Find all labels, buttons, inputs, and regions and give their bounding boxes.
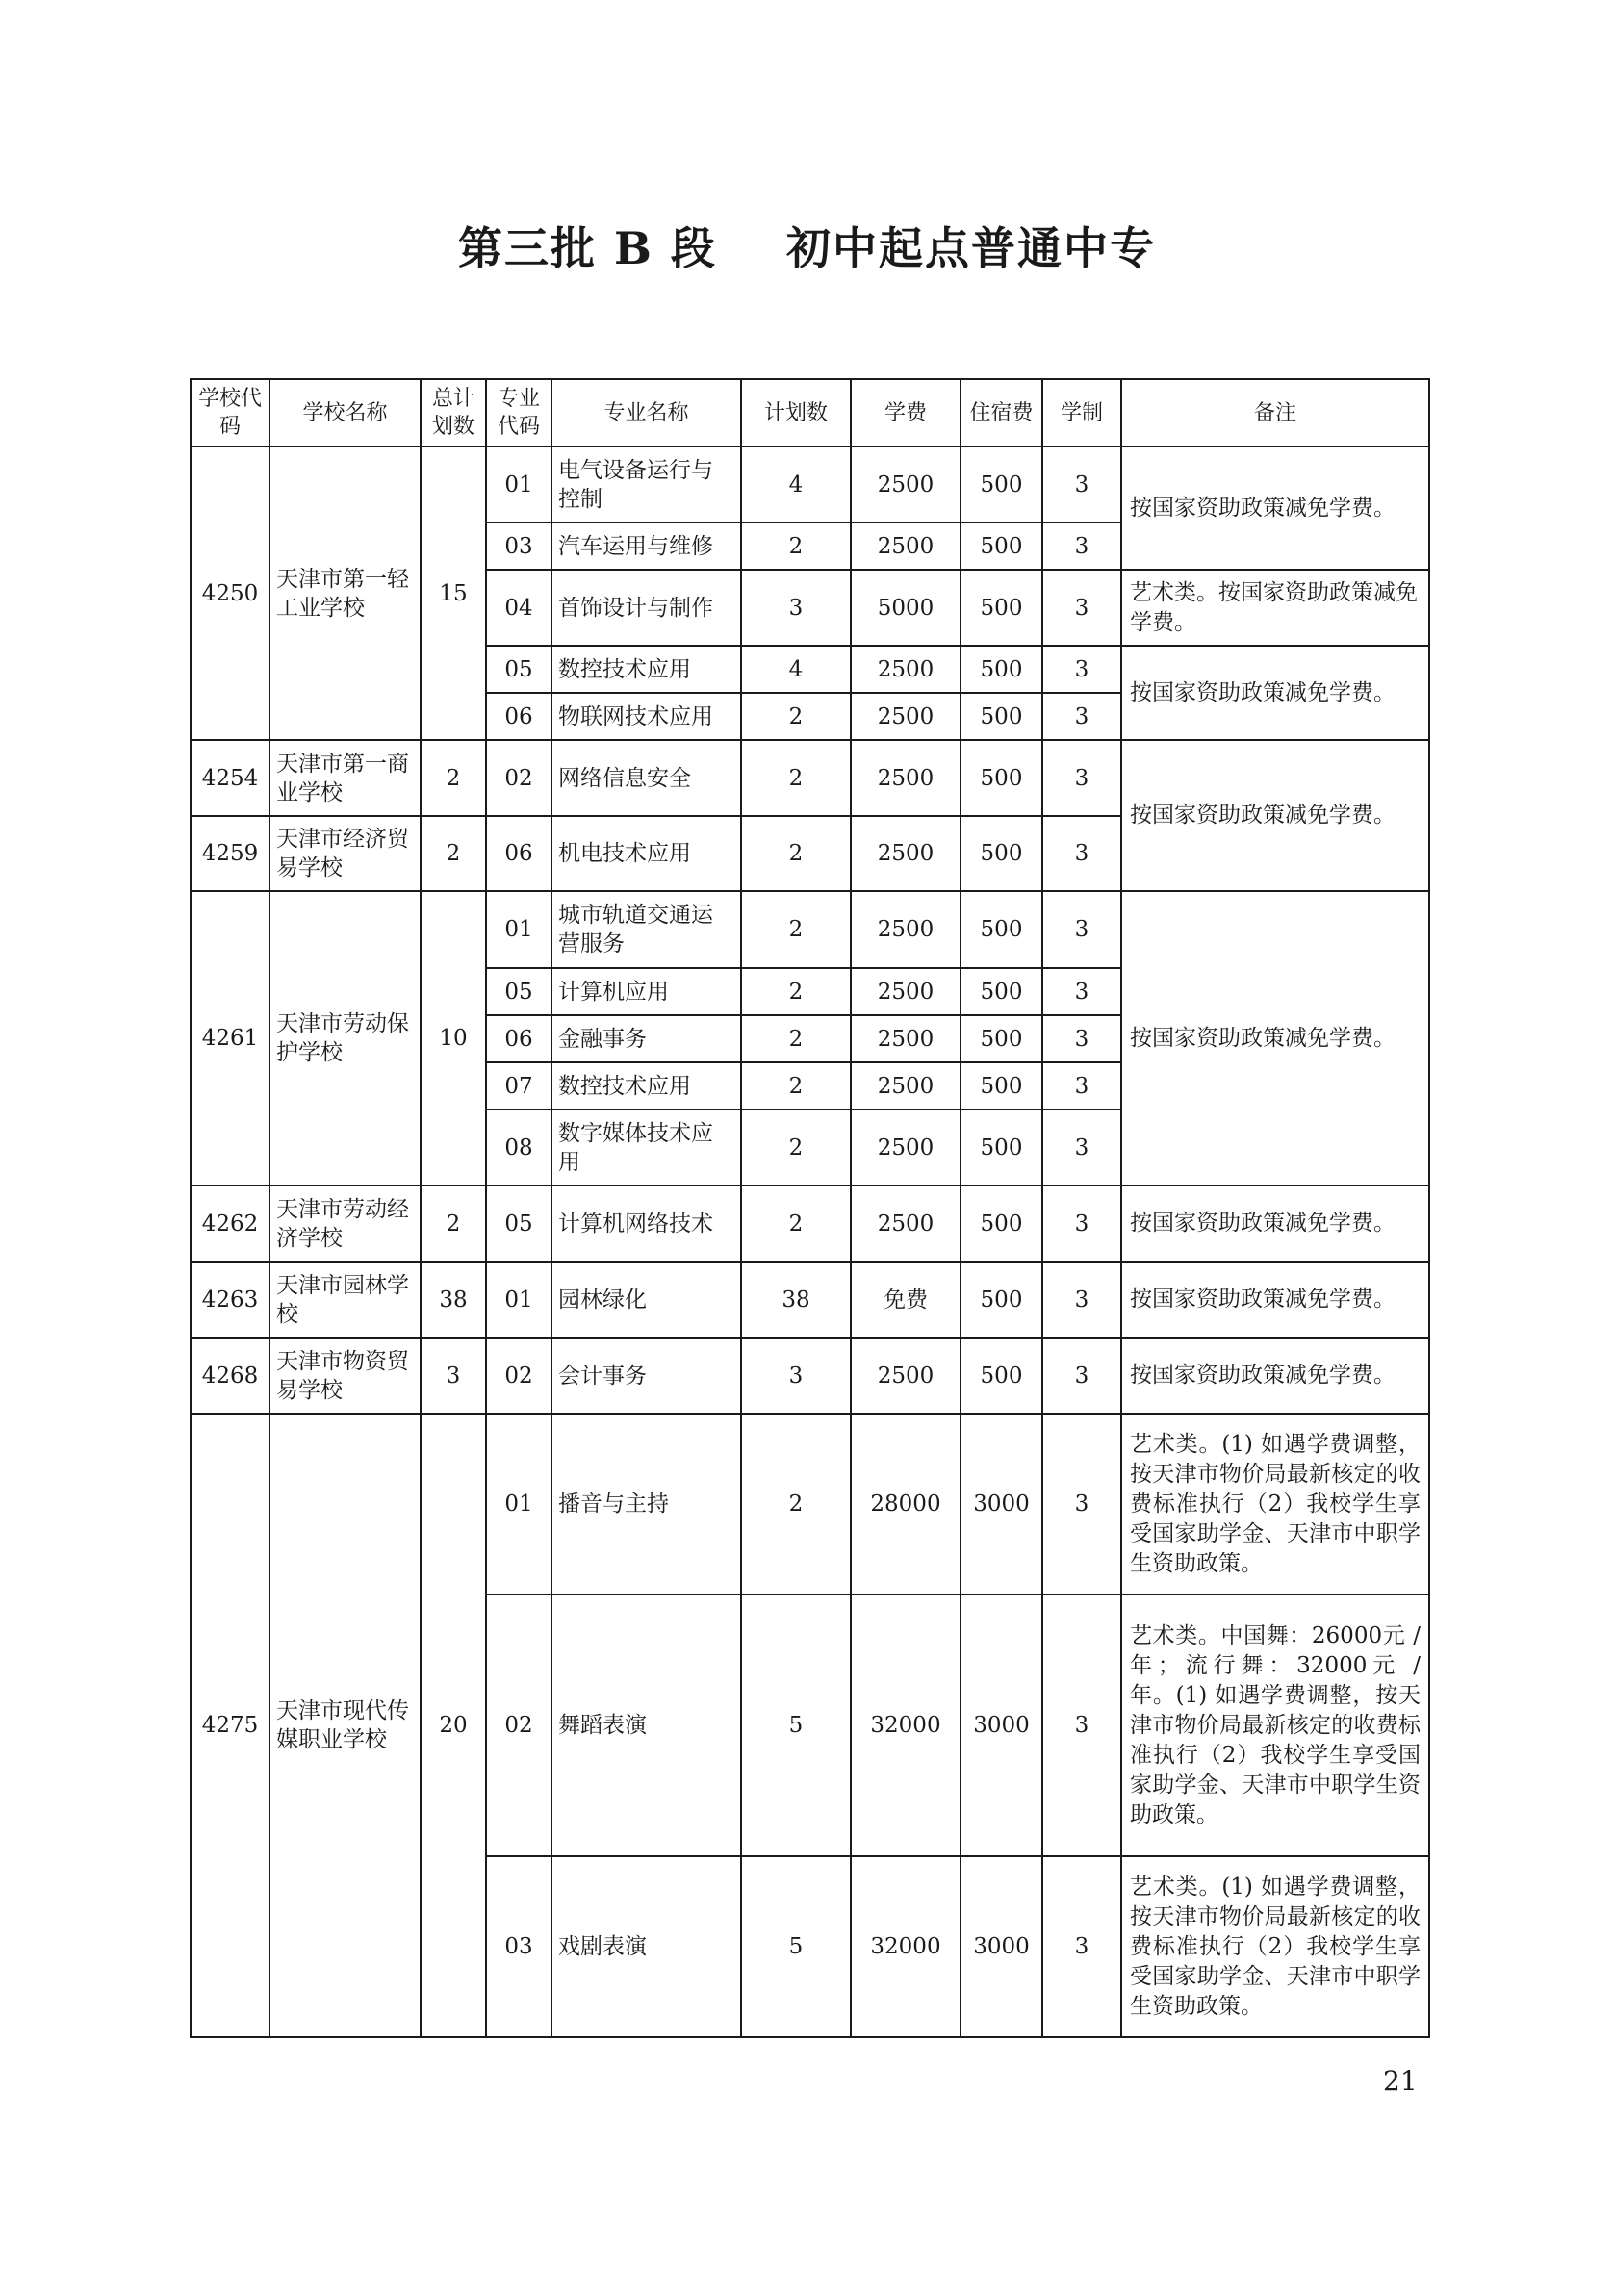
remark: 按国家资助政策减免学费。: [1121, 1262, 1429, 1338]
major-name: 戏剧表演: [551, 1856, 741, 2037]
dorm-fee: 500: [961, 1110, 1042, 1186]
major-name: 电气设备运行与控制: [551, 446, 741, 523]
plan-count: 2: [741, 523, 851, 570]
major-code: 02: [486, 1338, 551, 1414]
remark: 按国家资助政策减免学费。: [1121, 740, 1429, 891]
school-code: 4250: [191, 446, 269, 740]
school-code: 4268: [191, 1338, 269, 1414]
remark: 按国家资助政策减免学费。: [1121, 1186, 1429, 1262]
duration: 3: [1042, 693, 1121, 740]
major-code: 03: [486, 523, 551, 570]
remark: 艺术类。按国家资助政策减免学费。: [1121, 570, 1429, 646]
major-name: 物联网技术应用: [551, 693, 741, 740]
school-name: 天津市现代传媒职业学校: [269, 1414, 421, 2037]
major-name: 数控技术应用: [551, 1062, 741, 1110]
duration: 3: [1042, 1414, 1121, 1594]
major-name: 舞蹈表演: [551, 1594, 741, 1856]
major-name: 计算机应用: [551, 968, 741, 1015]
tuition: 2500: [851, 1062, 961, 1110]
duration: 3: [1042, 446, 1121, 523]
header-tuition: 学费: [851, 379, 961, 446]
dorm-fee: 3000: [961, 1414, 1042, 1594]
major-code: 01: [486, 446, 551, 523]
plan-count: 2: [741, 1062, 851, 1110]
duration: 3: [1042, 1262, 1121, 1338]
plan-count: 2: [741, 693, 851, 740]
table-row: [191, 1262, 1429, 1338]
school-code: 4263: [191, 1262, 269, 1338]
duration: 3: [1042, 1594, 1121, 1856]
school-name: 天津市第一商业学校: [269, 740, 421, 816]
plan-count: 2: [741, 1414, 851, 1594]
dorm-fee: 500: [961, 570, 1042, 646]
tuition: 2500: [851, 646, 961, 693]
major-name: 汽车运用与维修: [551, 523, 741, 570]
tuition: 2500: [851, 446, 961, 523]
major-code: 01: [486, 1414, 551, 1594]
tuition: 5000: [851, 570, 961, 646]
remark: 按国家资助政策减免学费。: [1121, 891, 1429, 1186]
header-duration: 学制: [1042, 379, 1121, 446]
plan-count: 2: [741, 740, 851, 816]
tuition: 2500: [851, 968, 961, 1015]
plan-count: 5: [741, 1594, 851, 1856]
duration: 3: [1042, 1856, 1121, 2037]
remark: 艺术类。(1) 如遇学费调整，按天津市物价局最新核定的收费标准执行（2）我校学生享受国家助学金、天津市中职学生资助政策。: [1121, 1414, 1429, 1594]
header-total-plan: 总计划数: [421, 379, 486, 446]
major-name: 机电技术应用: [551, 816, 741, 891]
plan-count: 4: [741, 446, 851, 523]
table-row: [191, 1338, 1429, 1414]
tuition: 2500: [851, 740, 961, 816]
major-code: 03: [486, 1856, 551, 2037]
school-total-plan: 10: [421, 891, 486, 1186]
dorm-fee: 500: [961, 740, 1042, 816]
school-name: 天津市经济贸易学校: [269, 816, 421, 891]
duration: 3: [1042, 1110, 1121, 1186]
duration: 3: [1042, 968, 1121, 1015]
tuition: 32000: [851, 1856, 961, 2037]
plan-count: 3: [741, 570, 851, 646]
major-code: 02: [486, 1594, 551, 1856]
major-code: 01: [486, 891, 551, 968]
dorm-fee: 500: [961, 446, 1042, 523]
school-total-plan: 2: [421, 740, 486, 816]
remark: 艺术类。中国舞：26000元 / 年；流行舞：32000元 / 年。(1) 如遇学费调整，按天津市物价局最新核定的收费标准执行（2）我校学生享受国家助学金、天津市中职学生资助政策。: [1121, 1594, 1429, 1856]
tuition: 2500: [851, 816, 961, 891]
header-remark: 备注: [1121, 379, 1429, 446]
duration: 3: [1042, 891, 1121, 968]
duration: 3: [1042, 1338, 1121, 1414]
plan-count: 2: [741, 891, 851, 968]
major-code: 01: [486, 1262, 551, 1338]
major-name: 园林绿化: [551, 1262, 741, 1338]
major-code: 07: [486, 1062, 551, 1110]
table-row: [191, 740, 1429, 816]
dorm-fee: 500: [961, 523, 1042, 570]
school-code: 4275: [191, 1414, 269, 2037]
school-total-plan: 38: [421, 1262, 486, 1338]
major-code: 08: [486, 1110, 551, 1186]
school-total-plan: 3: [421, 1338, 486, 1414]
major-name: 播音与主持: [551, 1414, 741, 1594]
plan-count: 2: [741, 816, 851, 891]
header-major-name: 专业名称: [551, 379, 741, 446]
plan-count: 2: [741, 1186, 851, 1262]
major-code: 05: [486, 968, 551, 1015]
dorm-fee: 500: [961, 1015, 1042, 1062]
school-name: 天津市物资贸易学校: [269, 1338, 421, 1414]
school-code: 4262: [191, 1186, 269, 1262]
dorm-fee: 3000: [961, 1594, 1042, 1856]
tuition: 32000: [851, 1594, 961, 1856]
page-number: 21: [1383, 2065, 1418, 2097]
school-code: 4254: [191, 740, 269, 816]
major-name: 城市轨道交通运营服务: [551, 891, 741, 968]
header-major-code: 专业代码: [486, 379, 551, 446]
duration: 3: [1042, 1062, 1121, 1110]
major-name: 网络信息安全: [551, 740, 741, 816]
duration: 3: [1042, 570, 1121, 646]
plan-count: 2: [741, 968, 851, 1015]
school-code: 4259: [191, 816, 269, 891]
plan-count: 2: [741, 1015, 851, 1062]
school-name: 天津市劳动经济学校: [269, 1186, 421, 1262]
remark: 按国家资助政策减免学费。: [1121, 646, 1429, 740]
plan-count: 5: [741, 1856, 851, 2037]
duration: 3: [1042, 646, 1121, 693]
duration: 3: [1042, 523, 1121, 570]
major-name: 数字媒体技术应用: [551, 1110, 741, 1186]
tuition: 2500: [851, 891, 961, 968]
school-total-plan: 2: [421, 816, 486, 891]
remark: 按国家资助政策减免学费。: [1121, 446, 1429, 570]
school-total-plan: 20: [421, 1414, 486, 2037]
tuition: 28000: [851, 1414, 961, 1594]
tuition: 2500: [851, 1110, 961, 1186]
header-school-name: 学校名称: [269, 379, 421, 446]
school-name: 天津市第一轻工业学校: [269, 446, 421, 740]
dorm-fee: 500: [961, 891, 1042, 968]
major-name: 金融事务: [551, 1015, 741, 1062]
major-code: 02: [486, 740, 551, 816]
dorm-fee: 500: [961, 693, 1042, 740]
table-row: [191, 891, 1429, 968]
dorm-fee: 500: [961, 1338, 1042, 1414]
major-code: 04: [486, 570, 551, 646]
tuition: 2500: [851, 1338, 961, 1414]
duration: 3: [1042, 816, 1121, 891]
school-name: 天津市劳动保护学校: [269, 891, 421, 1186]
tuition: 免费: [851, 1262, 961, 1338]
table-row: [191, 1414, 1429, 1594]
plan-count: 4: [741, 646, 851, 693]
dorm-fee: 500: [961, 646, 1042, 693]
school-name: 天津市园林学校: [269, 1262, 421, 1338]
page-title: 第三批 B 段 初中起点普通中专: [458, 222, 1156, 274]
table-header-row: [191, 379, 1429, 446]
major-code: 06: [486, 1015, 551, 1062]
major-name: 会计事务: [551, 1338, 741, 1414]
tuition: 2500: [851, 693, 961, 740]
dorm-fee: 500: [961, 816, 1042, 891]
major-code: 06: [486, 816, 551, 891]
plan-count: 38: [741, 1262, 851, 1338]
school-code: 4261: [191, 891, 269, 1186]
major-code: 06: [486, 693, 551, 740]
header-dorm-fee: 住宿费: [961, 379, 1042, 446]
header-plan-count: 计划数: [741, 379, 851, 446]
tuition: 2500: [851, 1015, 961, 1062]
duration: 3: [1042, 740, 1121, 816]
remark: 按国家资助政策减免学费。: [1121, 1338, 1429, 1414]
table-row: [191, 1186, 1429, 1262]
major-name: 首饰设计与制作: [551, 570, 741, 646]
dorm-fee: 500: [961, 1186, 1042, 1262]
tuition: 2500: [851, 1186, 961, 1262]
duration: 3: [1042, 1015, 1121, 1062]
school-total-plan: 15: [421, 446, 486, 740]
duration: 3: [1042, 1186, 1121, 1262]
major-code: 05: [486, 646, 551, 693]
header-school-code: 学校代码: [191, 379, 269, 446]
school-total-plan: 2: [421, 1186, 486, 1262]
remark: 艺术类。(1) 如遇学费调整，按天津市物价局最新核定的收费标准执行（2）我校学生享受国家助学金、天津市中职学生资助政策。: [1121, 1856, 1429, 2037]
major-name: 数控技术应用: [551, 646, 741, 693]
plan-count: 2: [741, 1110, 851, 1186]
enrollment-plan-table: [190, 378, 1430, 2038]
major-name: 计算机网络技术: [551, 1186, 741, 1262]
plan-count: 3: [741, 1338, 851, 1414]
dorm-fee: 3000: [961, 1856, 1042, 2037]
dorm-fee: 500: [961, 968, 1042, 1015]
tuition: 2500: [851, 523, 961, 570]
dorm-fee: 500: [961, 1062, 1042, 1110]
table-row: [191, 446, 1429, 523]
major-code: 05: [486, 1186, 551, 1262]
dorm-fee: 500: [961, 1262, 1042, 1338]
